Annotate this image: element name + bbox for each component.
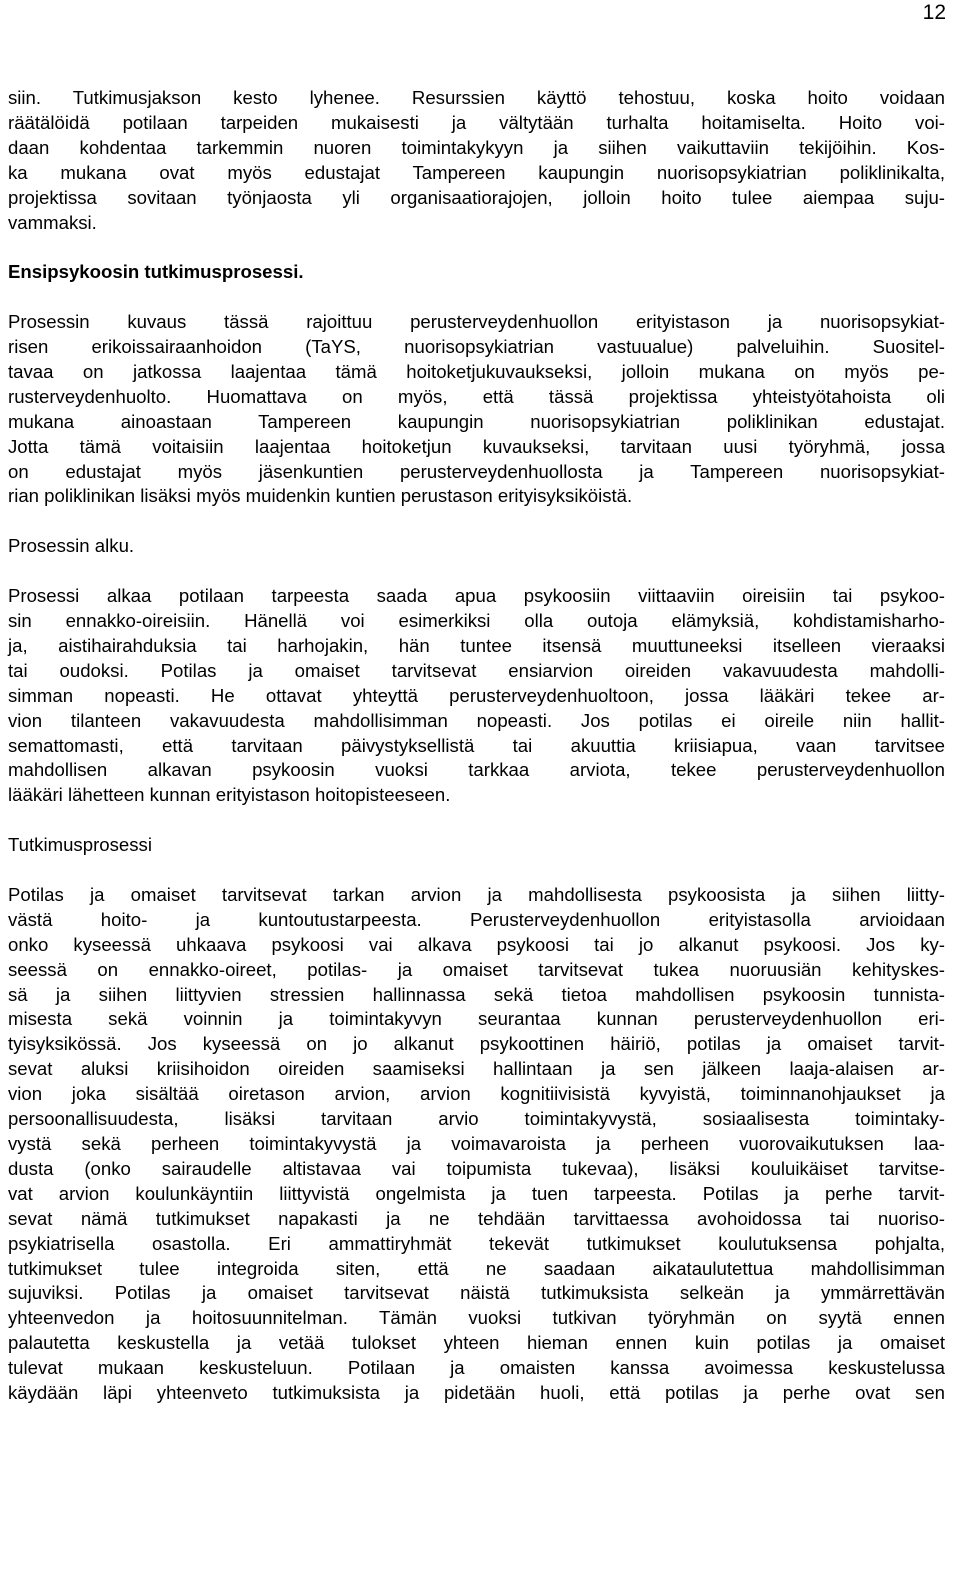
section-heading-ensipsykoosin: Ensipsykoosin tutkimusprosessi. — [8, 261, 304, 283]
text-line: palautetta keskustella ja vetää tulokset yhteen hieman ennen kuin potilas ja omaiset — [8, 1332, 945, 1354]
text-line: vystä sekä perheen toimintakyvystä ja voimavaroista ja perheen vuorovaikutuksen laa- — [8, 1132, 945, 1154]
page-number: 12 — [922, 1, 946, 24]
section-1-paragraph — [8, 310, 945, 509]
text-line: siin. Tutkimusjakson kesto lyhenee. Resurssien käyttö tehostuu, koska hoito voidaan — [8, 87, 945, 108]
section-heading-prosessin-alku: Prosessin alku. — [8, 535, 135, 557]
text-line: psykiatrisella osastolla. Eri ammattiryhmät tekevät tutkimukset koulutuksensa pohjalta, — [8, 1232, 945, 1254]
text-line: tulevat mukaan keskusteluun. Potilaan ja omaisten kanssa avoimessa keskustelussa — [8, 1357, 945, 1379]
text-line: Prosessin kuvaus tässä rajoittuu perusterveydenhuollon erityistason ja nuorisopsykiat- — [8, 311, 945, 333]
text-line: projektissa sovitaan työnjaosta yli organisaatiorajojen, jolloin hoito tulee aiempaa suju- — [8, 186, 945, 208]
text-line: onko kyseessä uhkaava psykoosi vai alkava psykoosi tai jo alkanut psykoosi. Jos ky- — [8, 933, 945, 955]
text-line: persoonallisuudesta, lisäksi tarvitaan arvio toimintakyvystä, sosiaalisesta toimintaky- — [8, 1108, 945, 1130]
text-line: räätälöidä potilaan tarpeiden mukaisesti ja vältytään turhalta hoitamiselta. Hoito voi- — [8, 111, 945, 133]
text-line: käydään läpi yhteenveto tutkimuksista ja pidetään huoli, että potilas ja perhe ovat sen — [8, 1382, 945, 1404]
text-line: tai oudoksi. Potilas ja omaiset tarvitsevat ensiarvion oireiden vakavuudesta mahdolli- — [8, 659, 945, 681]
section-2-paragraph — [8, 584, 945, 808]
text-line: daan kohdentaa tarkemmin nuoren toimintakykyyn ja siihen vaikuttaviin tekijöihin. Kos- — [8, 136, 945, 158]
text-line: ja, aistihairahduksia tai harhojakin, hän tuntee itsensä muuttuneeksi itselleen vieraaksi — [8, 634, 945, 656]
text-line: lääkäri lähetteen kunnan erityistason hoitopisteeseen. — [8, 784, 451, 806]
text-line: tyisyksikössä. Jos kyseessä on jo alkanut psykoottinen häiriö, potilas ja omaiset tarvit- — [8, 1033, 945, 1055]
section-heading-tutkimusprosessi: Tutkimusprosessi — [8, 834, 152, 856]
text-line: yhteenvedon ja hoitosuunnitelman. Tämän vuoksi tutkivan työryhmän on syytä ennen — [8, 1307, 945, 1329]
text-line: Prosessi alkaa potilaan tarpeesta saada apua psykoosiin viittaaviin oireisiin tai psykoo- — [8, 585, 945, 607]
text-line: sin ennakko-oireisiin. Hänellä voi esimerkiksi olla outoja elämyksiä, kohdistamisharho- — [8, 609, 945, 631]
text-line: seessä on ennakko-oireet, potilas- ja omaiset tarvitsevat tukea nuoruusiän kehityskes- — [8, 958, 945, 980]
text-line: Potilas ja omaiset tarvitsevat tarkan arvion ja mahdollisesta psykoosista ja siihen liitty- — [8, 883, 945, 905]
text-line: risen erikoissairaanhoidon (TaYS, nuorisopsykiatrian vastuualue) palveluihin. Suositel- — [8, 336, 945, 358]
text-line: sujuviksi. Potilas ja omaiset tarvitsevat näistä tutkimuksista selkeän ja ymmärrettävän — [8, 1282, 945, 1304]
section-3-paragraph — [8, 883, 945, 1406]
text-line: simman nopeasti. He ottavat yhteyttä perusterveydenhuoltoon, jossa lääkäri tekee ar- — [8, 684, 945, 706]
text-line: rusterveydenhuolto. Huomattava on myös, että tässä projektissa yhteistyötahoista oli — [8, 385, 945, 407]
text-line: dusta (onko sairaudelle altistavaa vai toipumista tukevaa), lisäksi kouluikäiset tarvitse- — [8, 1157, 945, 1179]
text-line: vion joka sisältää oiretason arvion, arvion kognitiivisistä kyvyistä, toiminnanohjaukset ja — [8, 1083, 945, 1105]
text-line: mukana ainoastaan Tampereen kaupungin nuorisopsykiatrian poliklinikan edustajat. — [8, 410, 945, 432]
text-line: misesta sekä voinnin ja toimintakyvyn seurantaa kunnan perusterveydenhuollon eri- — [8, 1008, 945, 1030]
text-line: tavaa on jatkossa laajentaa tämä hoitoketjukuvaukseksi, jolloin mukana on myös pe- — [8, 360, 945, 382]
text-line: semattomasti, että tarvitaan päivystyksellistä tai akuuttia kriisiapua, vaan tarvitsee — [8, 734, 945, 756]
document-body — [8, 86, 945, 1406]
text-line: on edustajat myös jäsenkuntien perusterveydenhuollosta ja Tampereen nuorisopsykiat- — [8, 460, 945, 482]
text-line: sevat nämä tutkimukset napakasti ja ne tehdään tarvittaessa avohoidossa tai nuoriso- — [8, 1207, 945, 1229]
text-line: sevat aluksi kriisihoidon oireiden saamiseksi hallintaan ja sen jälkeen laaja-alaisen ar- — [8, 1058, 945, 1080]
text-line: västä hoito- ja kuntoutustarpeesta. Perusterveydenhuollon erityistasolla arvioidaan — [8, 908, 945, 930]
text-line: sä ja siihen liittyvien stressien hallinnassa sekä tietoa mahdollisen psykoosin tunnista- — [8, 983, 945, 1005]
intro-paragraph — [8, 86, 945, 235]
text-line: vion tilanteen vakavuudesta mahdollisimman nopeasti. Jos potilas ei oireile niin hallit- — [8, 709, 945, 731]
text-line: rian poliklinikan lisäksi myös muidenkin kuntien perustason erityisyksiköistä. — [8, 485, 633, 507]
text-line: tutkimukset tulee integroida siten, että ne saadaan aikataulutettua mahdollisimman — [8, 1257, 945, 1279]
text-line: Jotta tämä voitaisiin laajentaa hoitoketjun kuvaukseksi, tarvitaan uusi työryhmä, jossa — [8, 435, 945, 457]
text-line: vat arvion koulunkäyntiin liittyvistä ongelmista ja tuen tarpeesta. Potilas ja perhe tarvit- — [8, 1182, 945, 1204]
text-line: ka mukana ovat myös edustajat Tampereen kaupungin nuorisopsykiatrian poliklinikalta, — [8, 161, 945, 183]
text-line: vammaksi. — [8, 211, 97, 233]
text-line: mahdollisen alkavan psykoosin vuoksi tarkkaa arviota, tekee perusterveydenhuollon — [8, 759, 945, 781]
